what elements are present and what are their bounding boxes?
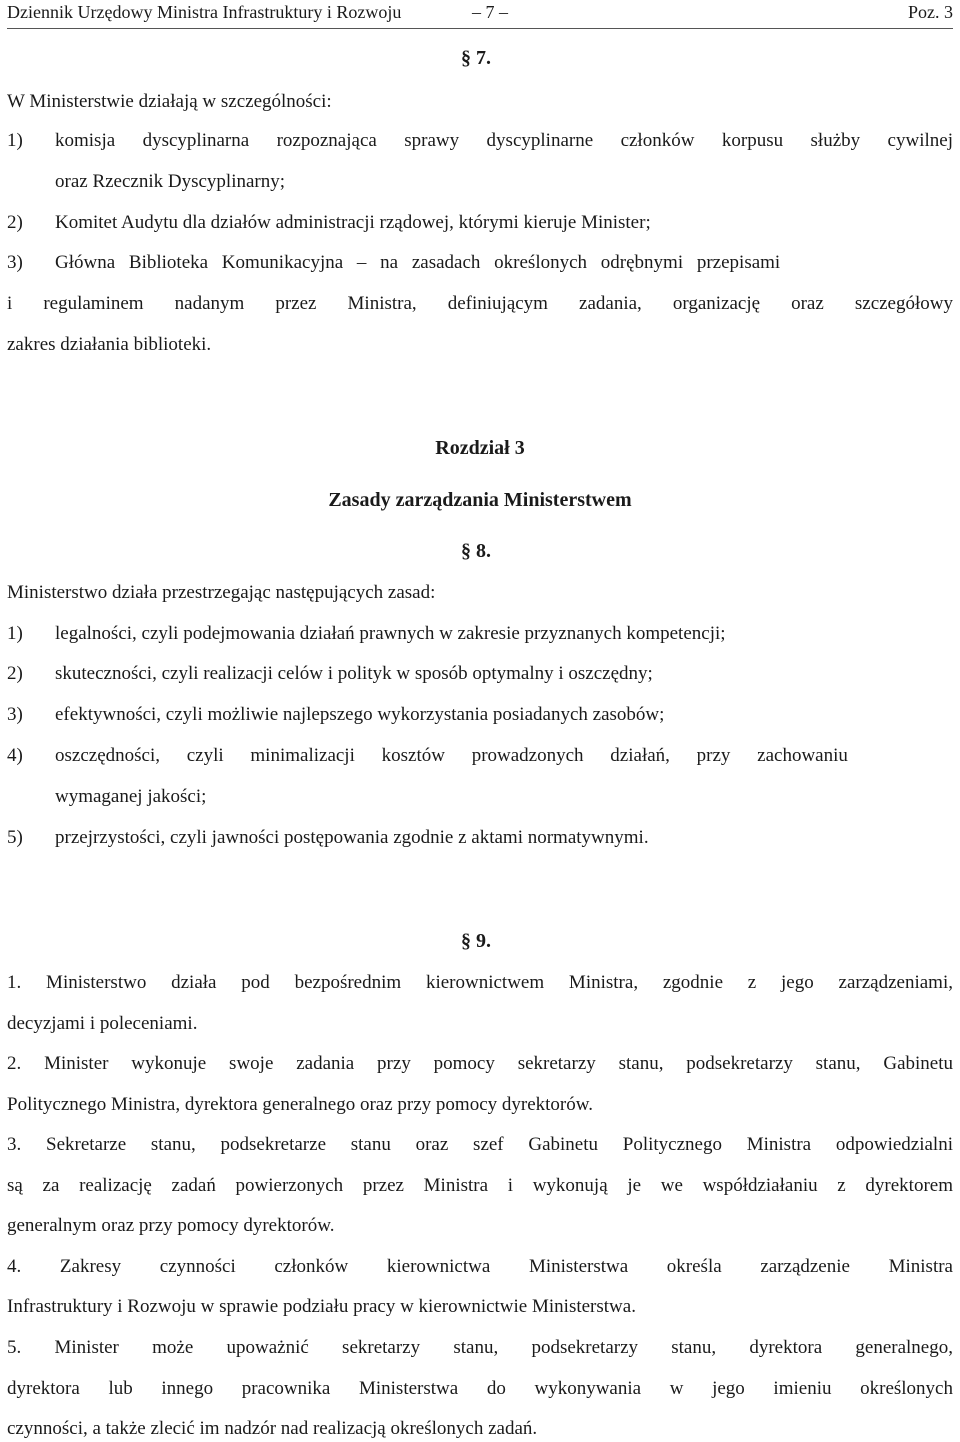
section-9-para-4-cont: Infrastruktury i Rozwoju w sprawie podziału pracy w kierownictwie Ministerstwa.	[7, 1296, 636, 1317]
section-9-para-3-cont2: generalnym oraz przy pomocy dyrektorów.	[7, 1215, 335, 1236]
section-9-para-3-cont: są za realizację zadań powierzonych przez Ministra i wykonują je we współdziałaniu z dyrektorem	[7, 1175, 953, 1196]
section-8-intro: Ministerstwo działa przestrzegając następujących zasad:	[7, 582, 436, 603]
section-9-para-5: 5. Minister może upoważnić sekretarzy stanu, podsekretarzy stanu, dyrektora generalnego,	[7, 1337, 953, 1358]
section-7-item-1-cont: oraz Rzecznik Dyscyplinarny;	[55, 171, 286, 192]
section-8-item-4	[7, 744, 953, 768]
section-9-para-5-cont: dyrektora lub innego pracownika Ministerstwa do wykonywania w jego imieniu określonych	[7, 1378, 953, 1399]
section-7-intro: W Ministerstwie działają w szczególności:	[7, 91, 332, 112]
section-7-item-2	[7, 211, 953, 235]
item-text: przejrzystości, czyli jawności postępowania zgodnie z aktami normatywnymi.	[55, 827, 649, 848]
item-text: skuteczności, czyli realizacji celów i polityk w sposób optymalny i oszczędny;	[55, 663, 653, 684]
section-9-para-4: 4. Zakresy czynności członków kierownictwa Ministerstwa określa zarządzenie Ministra	[7, 1256, 953, 1277]
section-9-para-3: 3. Sekretarze stanu, podsekretarze stanu oraz szef Gabinetu Politycznego Ministra odpowiedzialni	[7, 1134, 953, 1155]
section-7-item-3-cont: i regulaminem nadanym przez Ministra, definiującym zadania, organizację oraz szczegółowy	[7, 293, 953, 314]
section-9-title: § 9.	[461, 930, 491, 952]
item-text: legalności, czyli podejmowania działań prawnych w zakresie przyznanych kompetencji;	[55, 623, 726, 644]
item-number: 2)	[7, 212, 23, 233]
section-7-item-3-cont2: zakres działania biblioteki.	[7, 334, 212, 355]
item-text: Komitet Audytu dla działów administracji rządowej, którymi kieruje Minister;	[55, 212, 651, 233]
section-9-para-2: 2. Minister wykonuje swoje zadania przy pomocy sekretarzy stanu, podsekretarzy stanu, Gabinetu	[7, 1053, 953, 1074]
item-number: 2)	[7, 663, 23, 684]
section-9-para-1-cont: decyzjami i poleceniami.	[7, 1013, 198, 1034]
item-text: komisja dyscyplinarna rozpoznająca sprawy dyscyplinarne członków korpusu służby cywilnej	[55, 130, 953, 151]
item-number: 3)	[7, 252, 23, 273]
section-8-title: § 8.	[461, 540, 491, 562]
section-8-item-2	[7, 662, 953, 686]
position-number: Poz. 3	[908, 2, 953, 22]
section-7-title: § 7.	[461, 47, 491, 69]
section-8-item-3	[7, 703, 953, 727]
section-7-item-3	[7, 251, 953, 275]
page-header	[7, 2, 953, 26]
chapter-title: Zasady zarządzania Ministerstwem	[328, 489, 632, 511]
header-divider	[7, 28, 953, 29]
chapter-number: Rozdział 3	[435, 437, 525, 459]
section-7-item-1	[7, 129, 953, 153]
item-text: efektywności, czyli możliwie najlepszego wykorzystania posiadanych zasobów;	[55, 704, 665, 725]
section-9-para-1: 1. Ministerstwo działa pod bezpośrednim kierownictwem Ministra, zgodnie z jego zarządzeniami,	[7, 972, 953, 993]
section-9-para-5-cont2: czynności, a także zlecić im nadzór nad realizacją określonych zadań.	[7, 1418, 538, 1439]
item-number: 3)	[7, 704, 23, 725]
item-number: 1)	[7, 130, 23, 151]
page-number: – 7 –	[472, 2, 508, 22]
item-number: 4)	[7, 745, 23, 766]
item-number: 5)	[7, 827, 23, 848]
section-8-item-1	[7, 622, 953, 646]
section-9-para-2-cont: Politycznego Ministra, dyrektora generalnego oraz przy pomocy dyrektorów.	[7, 1094, 593, 1115]
item-text: oszczędności, czyli minimalizacji kosztów prowadzonych działań, przy zachowaniu	[55, 745, 848, 766]
item-text: Główna Biblioteka Komunikacyjna – na zasadach określonych odrębnymi przepisami	[55, 252, 781, 273]
item-number: 1)	[7, 623, 23, 644]
journal-title: Dziennik Urzędowy Ministra Infrastruktury i Rozwoju	[7, 2, 402, 22]
section-8-item-4-cont: wymaganej jakości;	[55, 786, 207, 807]
section-8-item-5	[7, 826, 953, 850]
